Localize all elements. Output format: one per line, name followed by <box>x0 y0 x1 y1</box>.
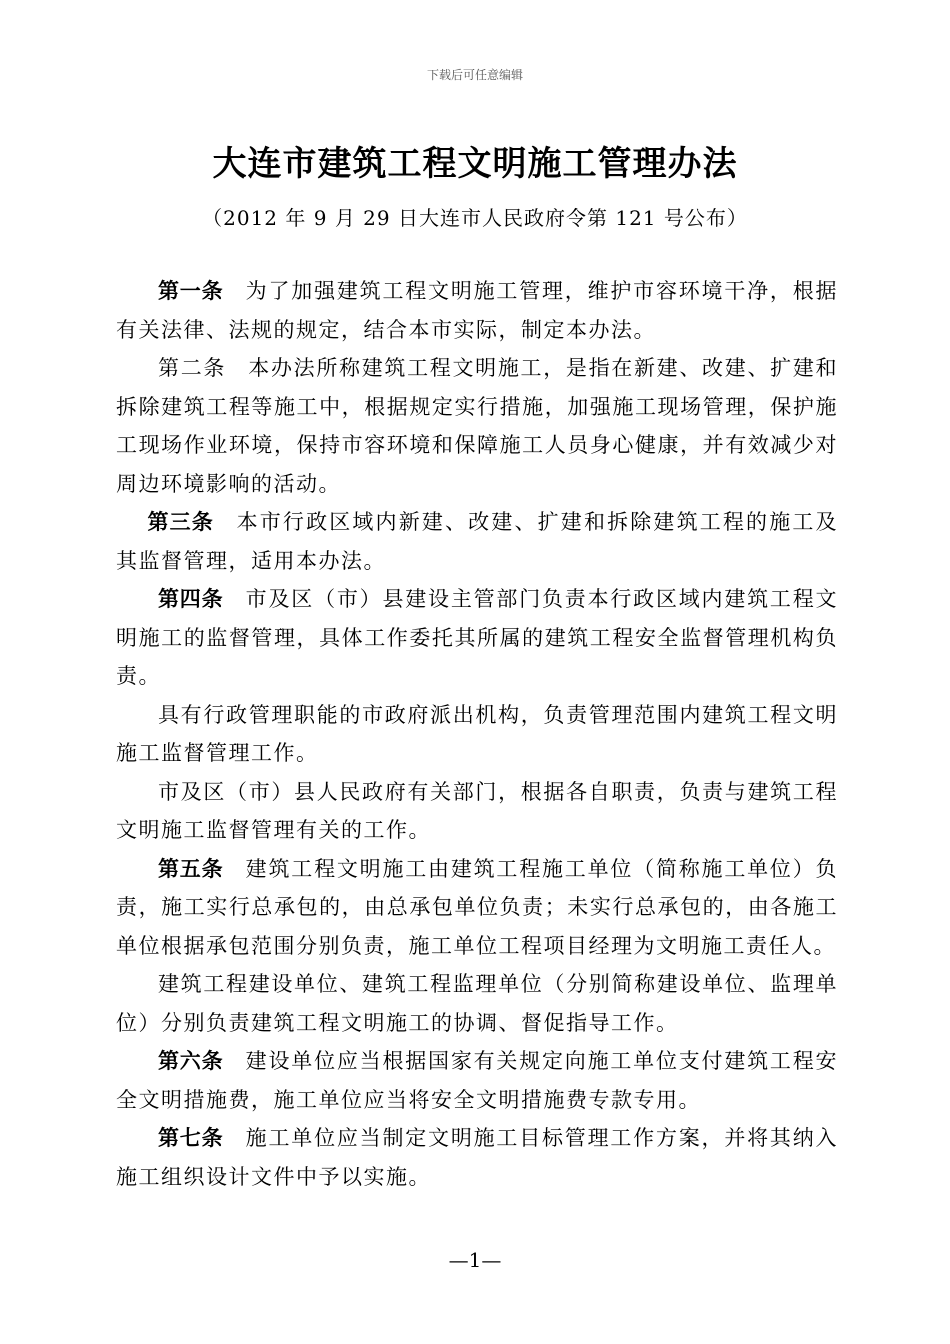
paragraph <box>116 696 838 773</box>
article-text: 市及区（市）县建设主管部门负责本行政区域内建筑工程文明施工的监督管理，具体工作委托其所属的建筑工程安全监督管理机构负责。 <box>116 587 839 688</box>
paragraph-text: 建筑工程建设单位、建筑工程监理单位（分别简称建设单位、监理单位）分别负责建筑工程文明施工的协调、督促指导工作。 <box>116 972 838 1035</box>
paragraph-text: 市及区（市）县人民政府有关部门，根据各自职责，负责与建筑工程文明施工监督管理有关的工作。 <box>116 779 838 842</box>
article-1 <box>116 272 838 349</box>
document-title: 大连市建筑工程文明施工管理办法 <box>212 144 738 184</box>
article-heading: 第五条 <box>158 856 224 881</box>
article-3 <box>116 503 838 580</box>
paragraph-text: 具有行政管理职能的市政府派出机构，负责管理范围内建筑工程文明施工监督管理工作。 <box>116 702 838 765</box>
article-7 <box>116 1119 838 1196</box>
article-text: 施工单位应当制定文明施工目标管理工作方案，并将其纳入施工组织设计文件中予以实施。 <box>116 1126 839 1189</box>
article-heading: 第六条 <box>158 1049 224 1073</box>
document-subtitle: （2012 年 9 月 29 日大连市人民政府令第 121 号公布） <box>202 206 748 230</box>
article-heading: 第三条 <box>147 510 214 534</box>
article-text: 为了加强建筑工程文明施工管理，维护市容环境干净，根据有关法律、法规的规定，结合本市实际，制定本办法。 <box>116 279 839 342</box>
article-6 <box>116 1042 838 1119</box>
article-heading: 第七条 <box>158 1126 224 1150</box>
paragraph <box>116 773 838 850</box>
document-body <box>116 272 838 1196</box>
article-text: 本办法所称建筑工程文明施工，是指在新建、改建、扩建和拆除建筑工程等施工中，根据规定实行措施，加强施工现场管理，保护施工现场作业环境，保持市容环境和保障施工人员身心健康，并有效减少对周边环境影响的活动。 <box>116 356 839 496</box>
article-text: 建筑工程文明施工由建筑工程施工单位（简称施工单位）负责，施工实行总承包的，由总承包单位负责；未实行总承包的，由各施工单位根据承包范围分别负责，施工单位工程项目经理为文明施工责任人。 <box>116 856 839 958</box>
header-note: 下载后可任意编辑 <box>426 68 523 82</box>
article-text: 本市行政区域内新建、改建、扩建和拆除建筑工程的施工及其监督管理，适用本办法。 <box>116 510 839 573</box>
article-heading: 第二条 <box>158 356 227 380</box>
article-2 <box>116 349 838 503</box>
page-number: —1— <box>448 1248 502 1272</box>
article-heading: 第一条 <box>158 279 224 303</box>
article-text: 建设单位应当根据国家有关规定向施工单位支付建筑工程安全文明措施费，施工单位应当将安全文明措施费专款专用。 <box>116 1049 839 1112</box>
article-heading: 第四条 <box>158 587 224 611</box>
paragraph <box>116 965 838 1042</box>
article-4 <box>116 580 838 696</box>
article-5 <box>116 850 838 966</box>
